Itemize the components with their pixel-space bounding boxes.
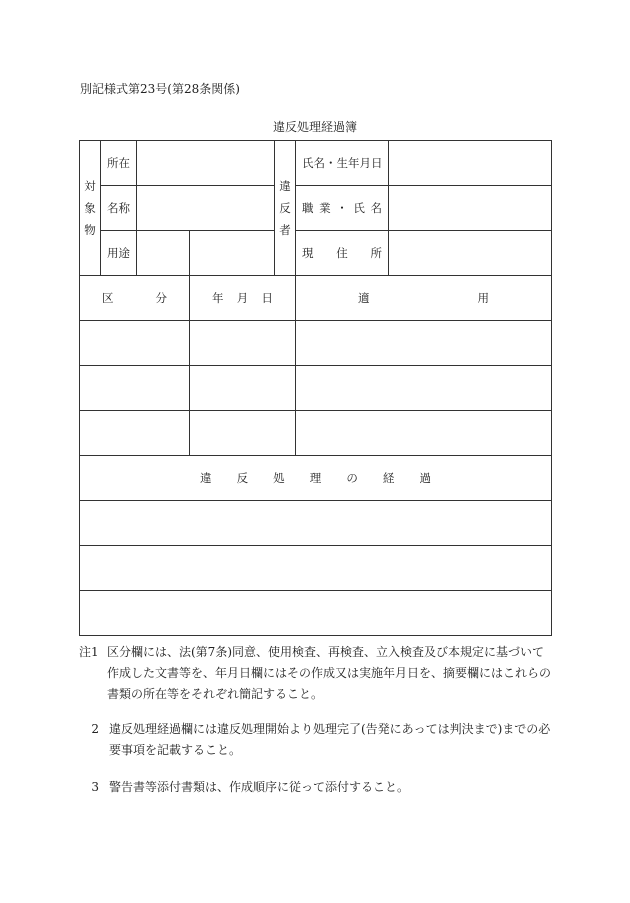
- note-item: [79, 719, 551, 761]
- progress-cell[interactable]: [80, 591, 552, 636]
- notes-section: [79, 642, 551, 798]
- note-item: [79, 642, 551, 705]
- progress-row: [80, 501, 552, 546]
- progress-heading: 違 反 処 理 の 経 過: [80, 456, 552, 501]
- date-cell[interactable]: [190, 366, 296, 411]
- location-field[interactable]: [137, 141, 275, 186]
- date-header: 年 月 日: [190, 276, 296, 321]
- note-item: [79, 777, 551, 798]
- entry-row: [80, 321, 552, 366]
- progress-cell[interactable]: [80, 546, 552, 591]
- name-birthdate-label: 氏 名 ・ 生 年 月 日: [296, 141, 389, 186]
- summary-cell[interactable]: [296, 366, 552, 411]
- object-row-name: [80, 186, 552, 231]
- object-name-field[interactable]: [137, 186, 275, 231]
- category-header: 区 分: [80, 276, 190, 321]
- location-label: 所在: [101, 141, 137, 186]
- occupation-name-field[interactable]: [389, 186, 552, 231]
- object-label: 対 象 物: [80, 141, 101, 276]
- use-label: 用途: [101, 231, 137, 276]
- note-text: 区分欄には、法(第7条)同意、使用検査、再検査、立入検査及び本規定に基づいて作成した文書等を、年月日欄にはその作成又は実施年月日を、摘要欄にはこれらの書類の所在等をそれぞれ簡記すること。: [107, 645, 552, 701]
- violator-label: 違 反 者: [275, 141, 296, 276]
- progress-cell[interactable]: [80, 501, 552, 546]
- category-cell[interactable]: [80, 321, 190, 366]
- summary-cell[interactable]: [296, 411, 552, 456]
- use-field-extra[interactable]: [190, 231, 275, 276]
- date-cell[interactable]: [190, 411, 296, 456]
- note-number: 3: [91, 780, 99, 794]
- note-text: 警告書等添付書類は、作成順序に従って添付すること。: [109, 780, 410, 794]
- object-row-use: [80, 231, 552, 276]
- name-birthdate-field[interactable]: [389, 141, 552, 186]
- column-header-row: [80, 276, 552, 321]
- category-cell[interactable]: [80, 366, 190, 411]
- progress-row: [80, 546, 552, 591]
- note-number: 2: [91, 722, 99, 736]
- form-title: 違反処理経過簿: [272, 120, 357, 134]
- category-cell[interactable]: [80, 411, 190, 456]
- date-cell[interactable]: [190, 321, 296, 366]
- name-label: 名称: [101, 186, 137, 231]
- note-text: 違反処理経過欄には違反処理開始より処理完了(告発にあっては判決まで)までの必要事項を記載すること。: [109, 722, 551, 757]
- address-label: 現 住 所: [296, 231, 389, 276]
- address-field[interactable]: [389, 231, 552, 276]
- occupation-name-label: 職 業 ・ 氏 名: [296, 186, 389, 231]
- summary-cell[interactable]: [296, 321, 552, 366]
- entry-row: [80, 411, 552, 456]
- object-row-location: [80, 141, 552, 186]
- violation-ledger-table: [79, 140, 552, 636]
- entry-row: [80, 366, 552, 411]
- use-field[interactable]: [137, 231, 190, 276]
- note-number: 注1: [79, 645, 99, 659]
- progress-heading-row: [80, 456, 552, 501]
- progress-row: [80, 591, 552, 636]
- summary-header: 適 用: [296, 276, 552, 321]
- form-number: 別記様式第23号(第28条関係): [80, 82, 240, 96]
